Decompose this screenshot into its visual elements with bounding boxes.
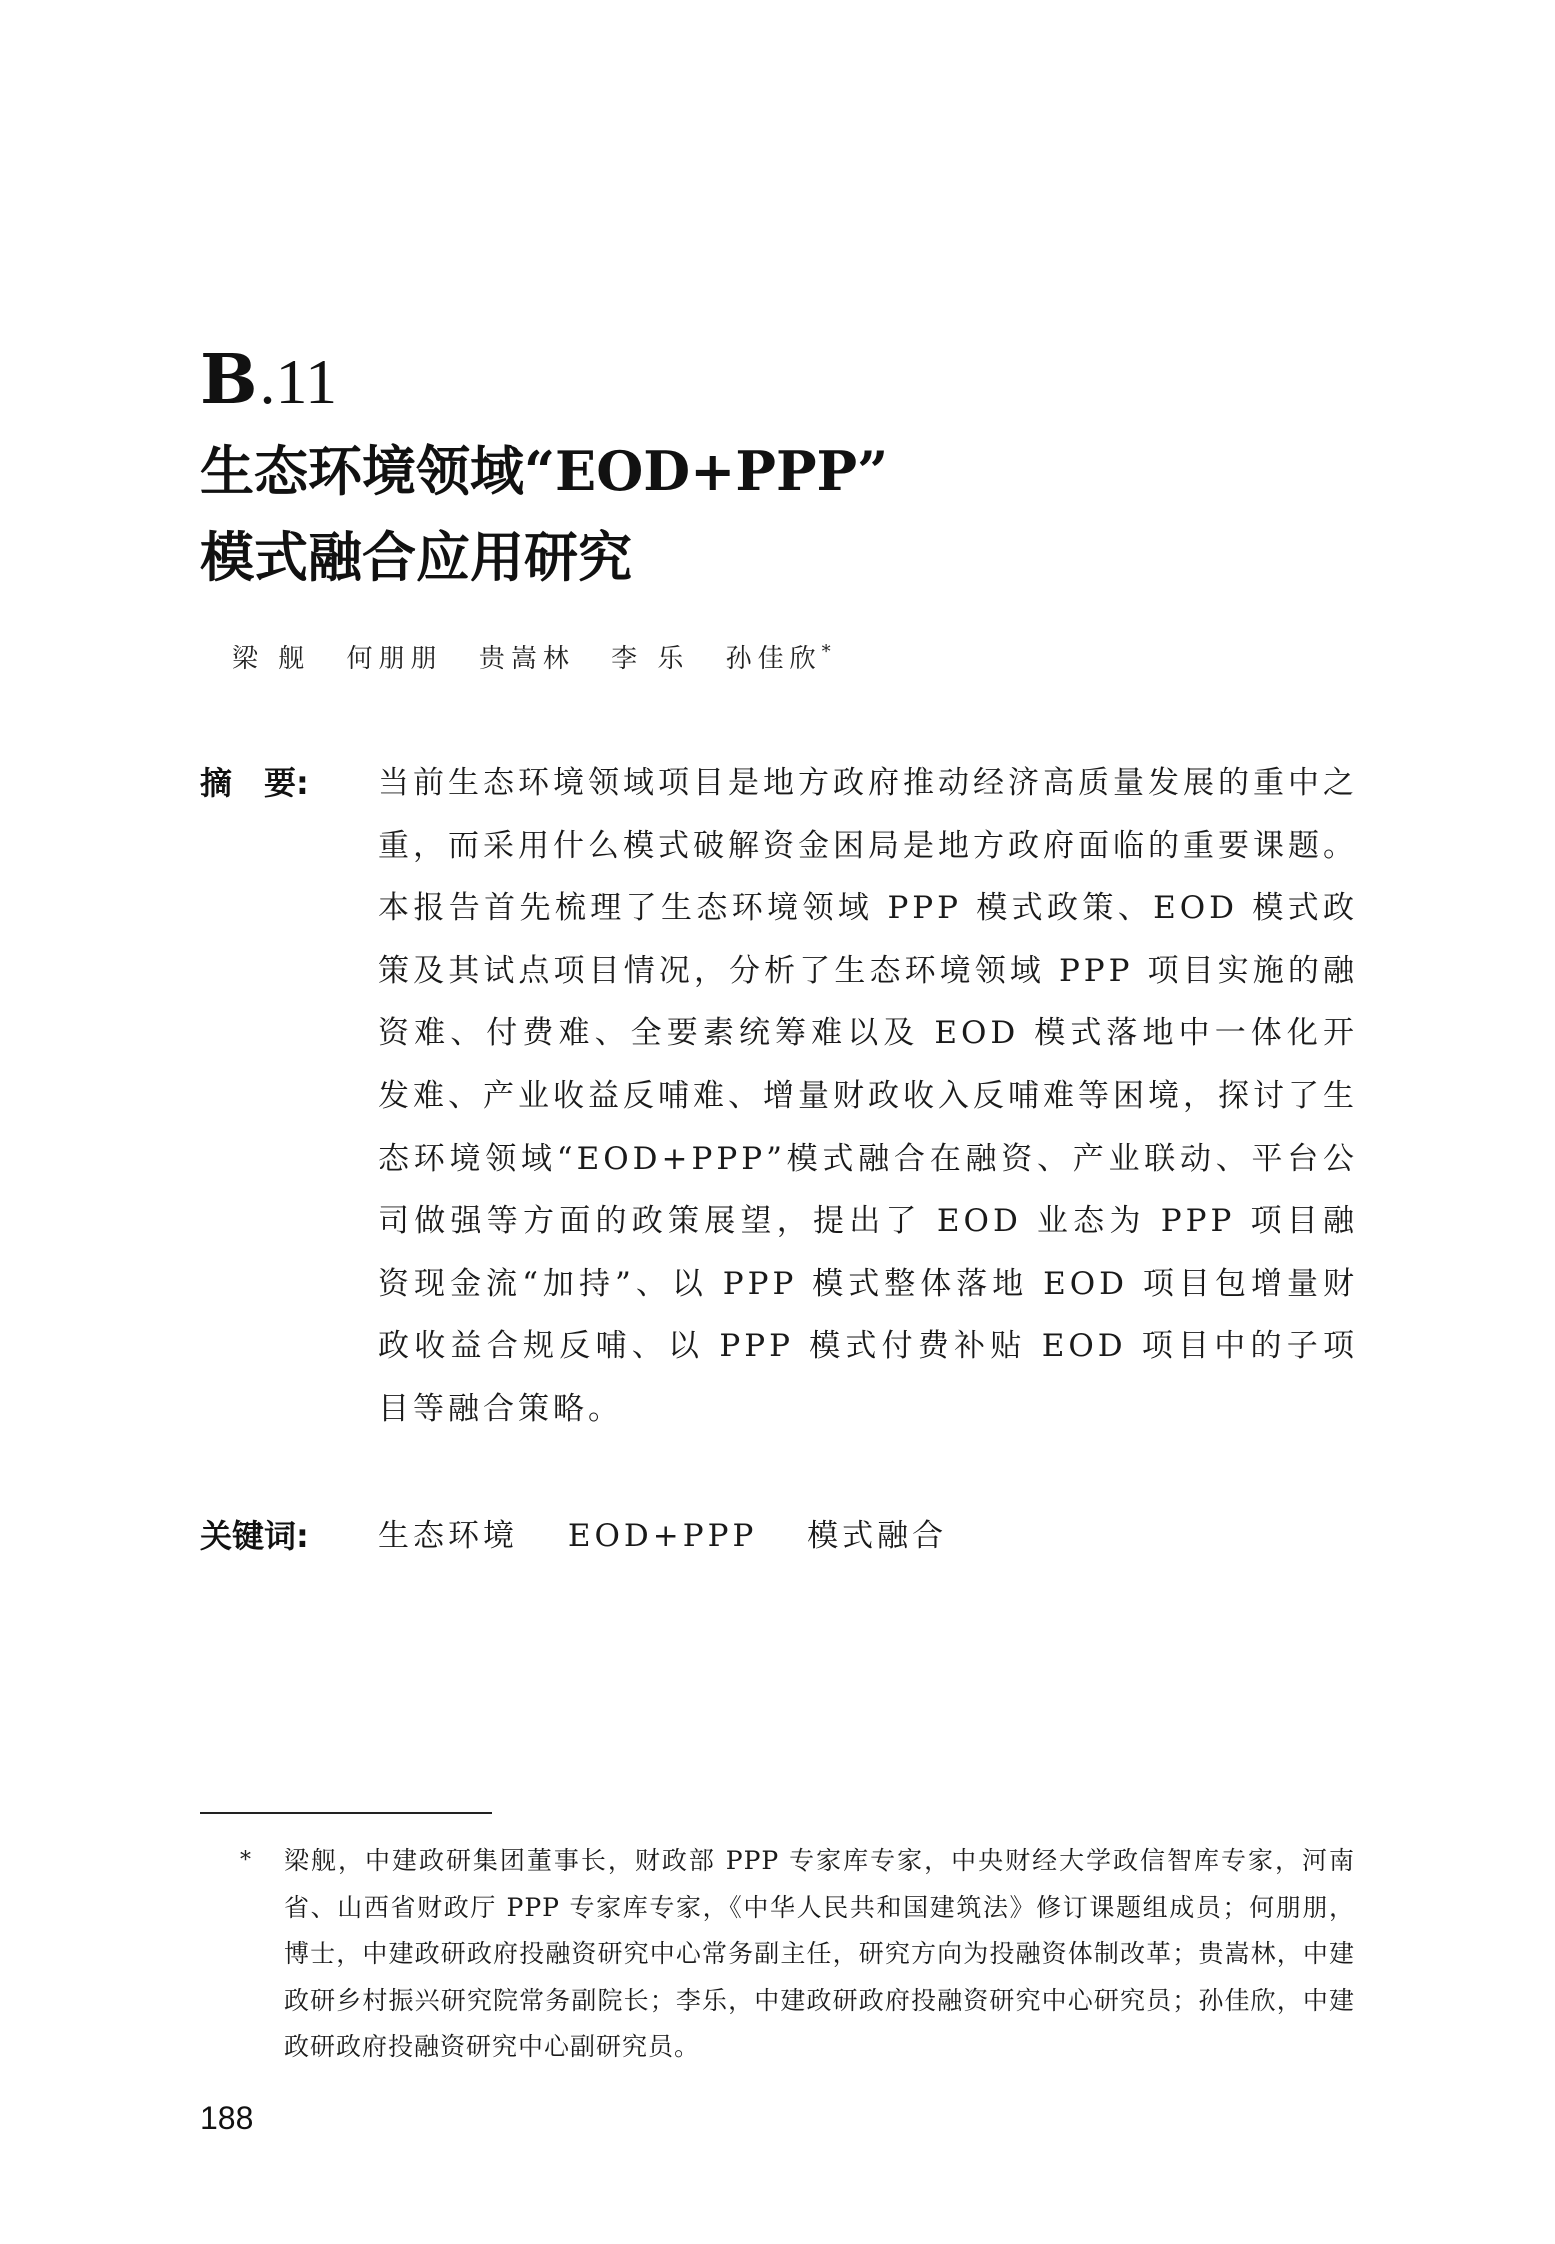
footnote-text: 梁舰，中建政研集团董事长，财政部 PPP 专家库专家，中央财经大学政信智库专家，河南省、山西省财政厅 PPP 专家库专家，《中华人民共和国建筑法》修订课题组成员；何朋朋，博士，中建政研政府投融资研究中心常务副主任，研究方向为投融资体制改革；贵嵩林，中建政研乡村振兴研究院常务副院长；李乐，中建政研政府投融资研究中心研究员；孙佳欣，中建政研政府投融资研究中心副研究员。 [284,1846,1355,2061]
chapter-title [200,428,1350,600]
author-name: 贵嵩林 [478,644,575,674]
author-name: 梁 舰 [232,644,311,674]
chapter-label [200,340,337,420]
author-list [232,638,831,675]
keywords-label: 关键词: [200,1517,309,1555]
author-footnote [240,1838,1355,2071]
author-name: 何朋朋 [346,644,443,674]
abstract-text: 当前生态环境领域项目是地方政府推动经济高质量发展的重中之重，而采用什么模式破解资金困局是地方政府面临的重要课题。本报告首先梳理了生态环境领域 PPP 模式政策、EOD 模式政策及其试点项目情况，分析了生态环境领域 PPP 项目实施的融资难、付费难、全要素统筹难以及 EOD 模式落地中一体化开发难、产业收益反哺难、增量财政收入反哺难等困境，探讨了生态环境领域“EOD+PPP”模式融合在融资、产业联动、平台公司做强等方面的政策展望，提出了 EOD 业态为 PPP 项目融资现金流“加持”、以 PPP 模式整体落地 EOD 项目包增量财政收益合规反哺、以 PPP 模式付费补贴 EOD 项目中的子项目等融合策略。 [378,765,1358,1427]
footnote-mark: * [240,1848,251,1873]
keywords-section [200,1505,1360,1568]
keyword: 生态环境 [378,1518,518,1554]
author-name: 孙佳欣* [725,641,831,674]
keyword: 模式融合 [807,1518,948,1554]
keywords-list [378,1505,1358,1568]
page-number: 188 [200,2100,254,2136]
author-footnote-mark: * [821,641,831,663]
abstract-section [200,752,1360,1441]
author-name: 李 乐 [611,644,690,674]
abstract-label: 摘 要: [200,764,309,802]
title-line-2: 模式融合应用研究 [200,525,632,589]
chapter-number: .11 [259,346,338,417]
footnote-divider [200,1812,492,1814]
keyword: EOD+PPP [567,1518,758,1554]
chapter-prefix: B [200,340,256,420]
title-line-1: 生态环境领域“EOD+PPP” [200,439,889,503]
